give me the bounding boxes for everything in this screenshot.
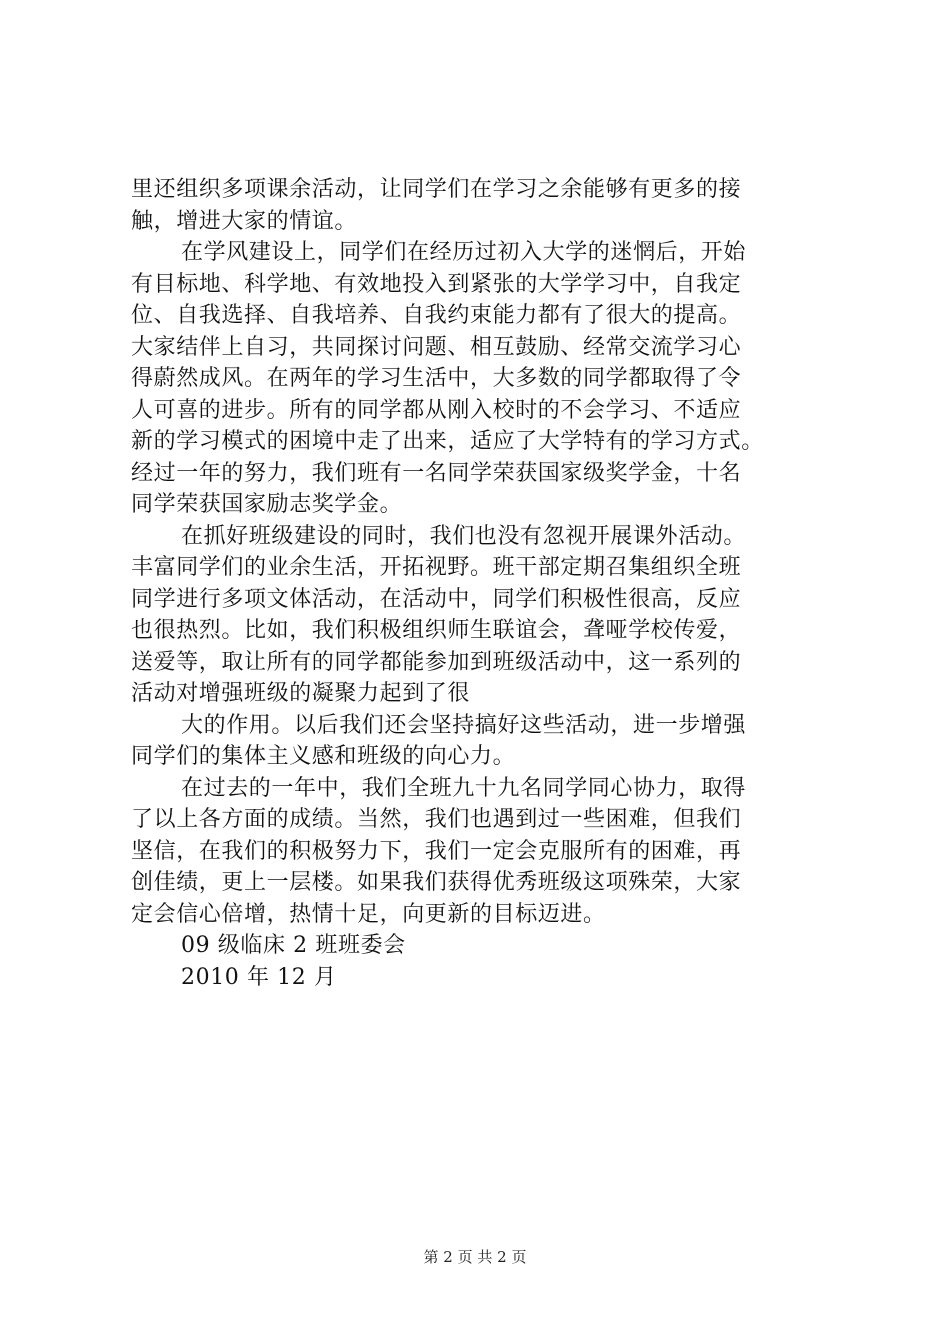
text-line: 得蔚然成风。在两年的学习生活中，大多数的同学都取得了令 (131, 366, 742, 391)
signature-committee: 09 级临床 2 班班委会 (181, 933, 406, 958)
text-line: 触，增进大家的情谊。 (131, 208, 358, 234)
page-number-footer: 第 2 页 共 2 页 (423, 1248, 527, 1266)
text-line: 定会信心倍增，热情十足，向更新的目标迈进。 (131, 901, 606, 927)
text-line: 坚信，在我们的积极努力下，我们一定会克服所有的困难，再 (131, 838, 742, 864)
text-line: 送爱等，取让所有的同学都能参加到班级活动中，这一系列的 (131, 649, 742, 675)
text-line: 同学荣获国家励志奖学金。 (131, 492, 403, 517)
signature-date: 2010 年 12 月 (181, 964, 337, 990)
text-line: 位、自我选择、自我培养、自我约束能力都有了很大的提高。 (131, 303, 742, 328)
text-line: 丰富同学们的业余生活，开拓视野。班干部定期召集组织全班 (131, 555, 742, 580)
text-line: 活动对增强班级的凝聚力起到了很 (131, 681, 471, 706)
paragraph-start-line: 在过去的一年中，我们全班九十九名同学同心协力，取得 (181, 775, 747, 801)
paragraph-start-line: 大的作用。以后我们还会坚持搞好这些活动，进一步增强 (181, 712, 747, 738)
text-line: 大家结伴上自习，共同探讨问题、相互鼓励、经常交流学习心 (131, 334, 742, 360)
text-line: 人可喜的进步。所有的同学都从刚入校时的不会学习、不适应 (131, 397, 742, 423)
text-line: 里还组织多项课余活动，让同学们在学习之余能够有更多的接 (131, 177, 742, 202)
paragraph-start-line: 在抓好班级建设的同时，我们也没有忽视开展课外活动。 (181, 523, 747, 549)
text-line: 了以上各方面的成绩。当然，我们也遇到过一些困难，但我们 (131, 807, 742, 832)
text-line: 新的学习模式的困境中走了出来，适应了大学特有的学习方式。 (131, 429, 764, 454)
text-line: 也很热烈。比如，我们积极组织师生联谊会，聋哑学校传爱， (131, 618, 742, 643)
text-line: 同学们的集体主义感和班级的向心力。 (131, 744, 516, 769)
text-line: 创佳绩，更上一层楼。如果我们获得优秀班级这项殊荣，大家 (131, 870, 742, 895)
text-line: 有目标地、科学地、有效地投入到紧张的大学学习中，自我定 (131, 271, 742, 297)
paragraph-start-line: 在学风建设上，同学们在经历过初入大学的迷惘后，开始 (181, 240, 747, 265)
text-line: 同学进行多项文体活动，在活动中，同学们积极性很高，反应 (131, 586, 742, 612)
document-body (131, 174, 831, 993)
text-line: 经过一年的努力，我们班有一名同学荣获国家级奖学金，十名 (131, 460, 742, 486)
